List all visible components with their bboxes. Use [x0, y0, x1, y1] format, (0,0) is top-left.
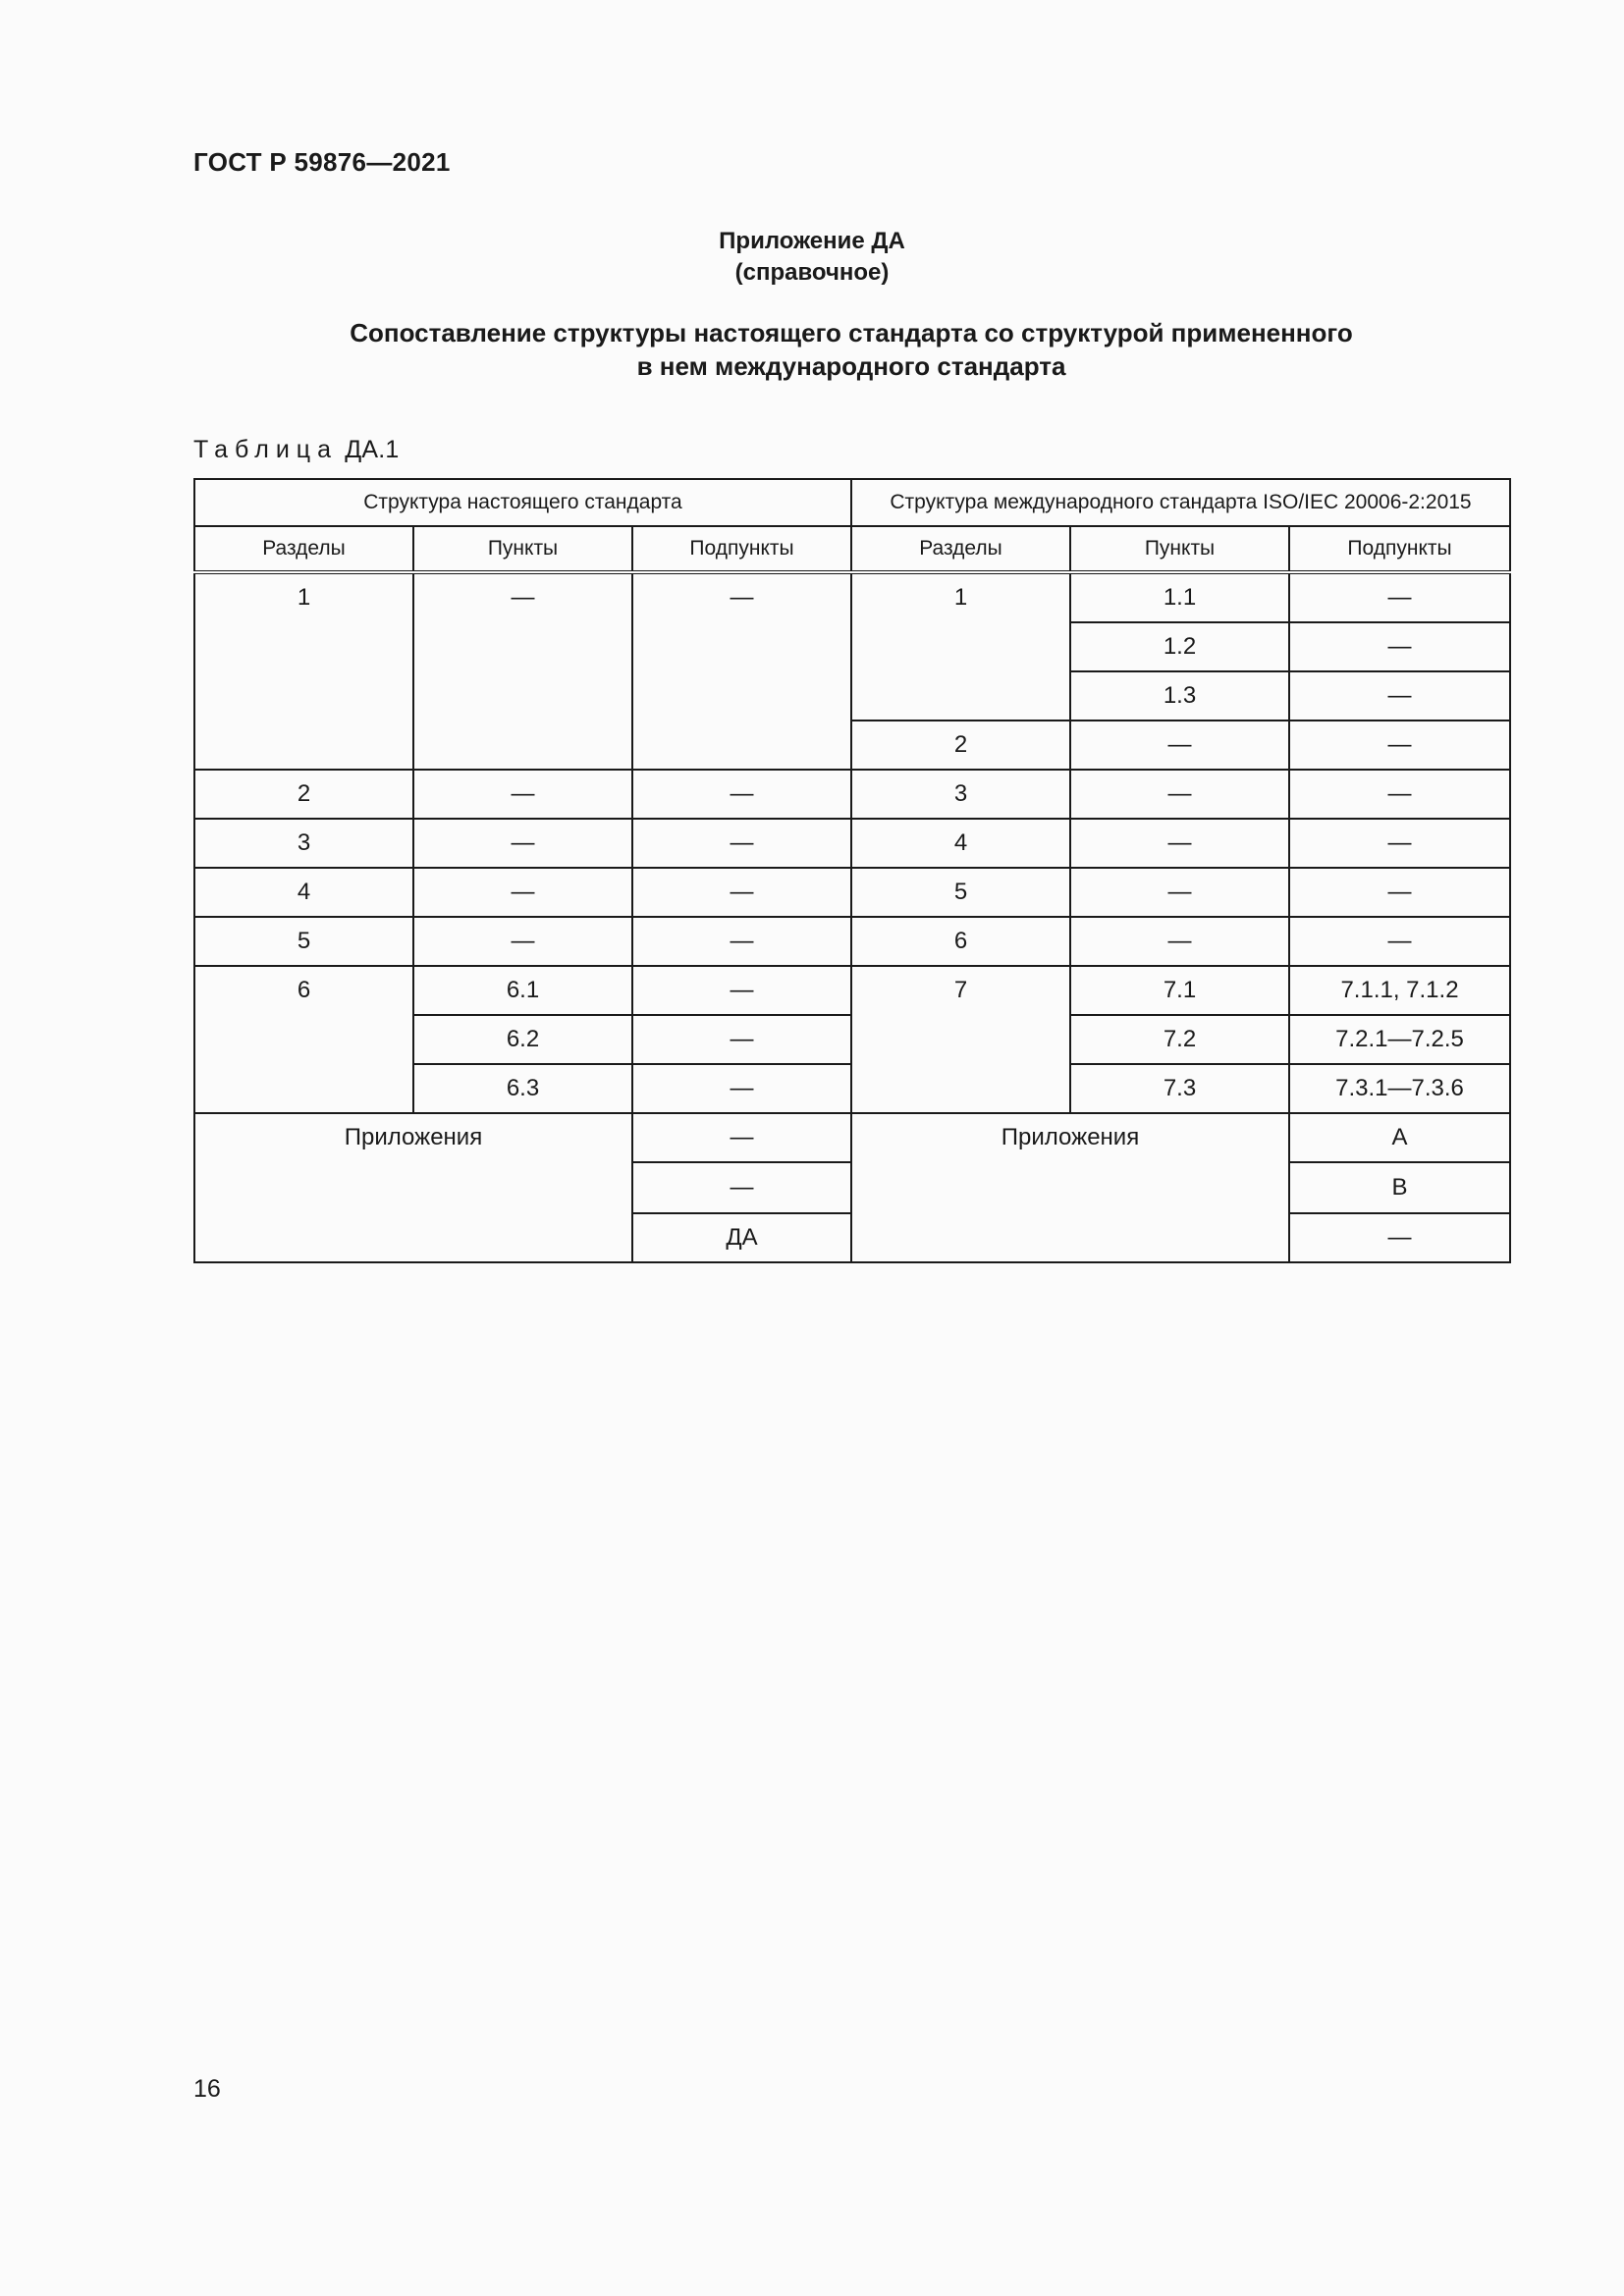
table-group-header-row [194, 479, 1510, 526]
table-cell: 1 [194, 572, 413, 770]
table-cell: — [632, 917, 851, 966]
column-header: Разделы [851, 526, 1070, 572]
table-cell: — [632, 868, 851, 917]
table-cell: 7.1.1, 7.1.2 [1289, 966, 1510, 1015]
table-caption-prefix: Таблица [193, 436, 339, 463]
table-row [194, 966, 1510, 1015]
table-cell: 6 [851, 917, 1070, 966]
table-cell: 6.3 [413, 1064, 632, 1113]
table-cell: 2 [851, 721, 1070, 770]
table-cell: 4 [851, 819, 1070, 868]
table-cell: — [632, 966, 851, 1015]
table-cell: — [632, 819, 851, 868]
table-cell: — [1289, 721, 1510, 770]
table-cell: — [1289, 572, 1510, 622]
table-cell: — [632, 1015, 851, 1064]
section-title [0, 316, 1624, 383]
table-cell: — [413, 572, 632, 770]
table-cell: 5 [851, 868, 1070, 917]
table-cell: — [1289, 622, 1510, 671]
table-cell: — [1289, 770, 1510, 819]
table-cell: — [1070, 721, 1289, 770]
table-cell: 3 [851, 770, 1070, 819]
table-cell: — [413, 868, 632, 917]
column-header: Пункты [1070, 526, 1289, 572]
table-cell: 7.3.1—7.3.6 [1289, 1064, 1510, 1113]
table-cell: — [1070, 819, 1289, 868]
standard-header: ГОСТ Р 59876—2021 [193, 147, 451, 177]
table-cell: 6.1 [413, 966, 632, 1015]
appendix-title: Приложение ДА [719, 228, 905, 254]
table-cell: — [413, 917, 632, 966]
appendices-cell-international: Приложения [851, 1113, 1289, 1262]
column-header: Подпункты [1289, 526, 1510, 572]
table-cell: — [413, 819, 632, 868]
table-row [194, 819, 1510, 868]
table-row [194, 572, 1510, 622]
column-header: Пункты [413, 526, 632, 572]
table-cell: — [1289, 917, 1510, 966]
table-cell: 7 [851, 966, 1070, 1113]
section-title-line-2: в нем международного стандарта [636, 351, 1066, 381]
column-header: Разделы [194, 526, 413, 572]
table-caption [193, 436, 399, 464]
table-cell: B [1289, 1162, 1510, 1213]
table-row [194, 868, 1510, 917]
table-cell: 6.2 [413, 1015, 632, 1064]
table-cell: 4 [194, 868, 413, 917]
table-cell: 5 [194, 917, 413, 966]
table-cell: — [1070, 868, 1289, 917]
appendix-heading [0, 226, 1624, 289]
column-header: Подпункты [632, 526, 851, 572]
table-cell: A [1289, 1113, 1510, 1162]
table-cell: — [1289, 868, 1510, 917]
table-cell: — [632, 1064, 851, 1113]
table-cell: 1.1 [1070, 572, 1289, 622]
appendix-status: (справочное) [734, 259, 890, 286]
appendices-cell-national: Приложения [194, 1113, 632, 1262]
table-cell: — [632, 770, 851, 819]
table-row [194, 770, 1510, 819]
table-cell: — [632, 1113, 851, 1162]
table-caption-number: ДА.1 [345, 436, 400, 463]
table-cell: — [632, 1162, 851, 1213]
table-cell: 6 [194, 966, 413, 1113]
table-cell: — [632, 572, 851, 770]
table-cell: 1.2 [1070, 622, 1289, 671]
table-cell: 1 [851, 572, 1070, 721]
table-column-header-row [194, 526, 1510, 572]
table-cell: 2 [194, 770, 413, 819]
table-cell: 7.2 [1070, 1015, 1289, 1064]
table-cell: 3 [194, 819, 413, 868]
table-cell: 7.3 [1070, 1064, 1289, 1113]
table-cell: — [1289, 819, 1510, 868]
page-number: 16 [193, 2075, 221, 2103]
table-cell: 7.2.1—7.2.5 [1289, 1015, 1510, 1064]
table-cell: — [1289, 671, 1510, 721]
section-title-line-1: Сопоставление структуры настоящего стандарта со структурой примененного [350, 318, 1353, 347]
table-row [194, 1113, 1510, 1162]
group-header-international: Структура международного стандарта ISO/IEC 20006-2:2015 [851, 479, 1510, 526]
table-cell: ДА [632, 1213, 851, 1262]
table-row [194, 917, 1510, 966]
table-cell: — [1289, 1213, 1510, 1262]
table-cell: 1.3 [1070, 671, 1289, 721]
table-cell: — [1070, 770, 1289, 819]
table-cell: — [413, 770, 632, 819]
table-cell: 7.1 [1070, 966, 1289, 1015]
table-cell: — [1070, 917, 1289, 966]
group-header-national: Структура настоящего стандарта [194, 479, 851, 526]
structure-comparison-table [193, 478, 1511, 1263]
